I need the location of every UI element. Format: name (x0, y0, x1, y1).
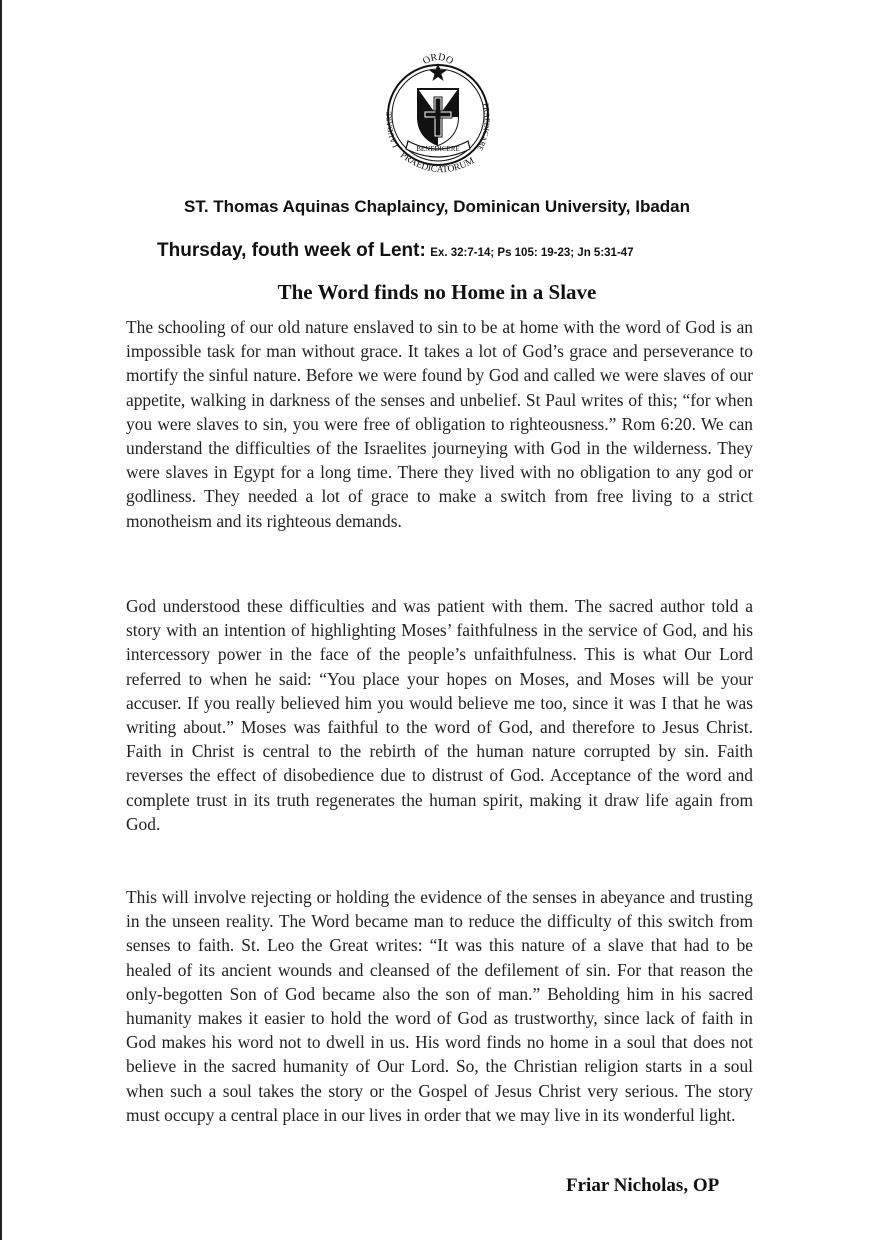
liturgical-day: Thursday, fouth week of Lent: (157, 240, 426, 261)
page-edge-rule (0, 0, 2, 1240)
emblem-motto-right: PRAEDICARE (475, 102, 492, 153)
reflection-paragraph-1: The schooling of our old nature enslaved to sin to be at home with the word of God is an impossible task for man without grace. It takes a lot of God’s grace and perseverance to mortify the sinful nature. Before we were found by God and called we were slaves of our appetite, walking in darkness of the senses and unbelief. St Paul writes of this; “for when you were slaves to sin, you were free of obligation to righteousness.” Rom 6:20. We can understand the difficulties of the Israelites journeying with God in the wilderness. They were slaves in Egypt for a long time. There they lived with no obligation to any god or godliness. They needed a lot of grace to make a switch from free living to a strict monotheism and its righteous demands. (126, 317, 753, 531)
scripture-readings: Ex. 32:7-14; Ps 105: 19-23; Jn 5:31-47 (430, 247, 634, 259)
emblem-graphic (378, 45, 498, 190)
emblem-motto-bottom: PRAEDICATORUM (398, 150, 477, 176)
emblem-motto-center: BENEDICERE (416, 145, 460, 153)
liturgical-day-line (157, 240, 634, 262)
reflection-paragraph-2: God understood these difficulties and was patient with them. The sacred author told a story with an intention of highlighting Moses’ faithfulness in the service of God, and his intercessory power in the face of the people’s unfaithfulness. This is what Our Lord referred to when he said: “You place your hopes on Moses, and Moses will be your accuser. If you really believed him you would believe me too, since it was I that he was writing about.” Moses was faithful to the word of God, and therefore to Jesus Christ. Faith in Christ is central to the rebirth of the human nature corrupted by sin. Faith reverses the effect of disobedience due to distrust of God. Acceptance of the word and complete trust in its truth regenerates the human spirit, making it draw life again from God. (126, 596, 753, 834)
chaplaincy-heading: ST. Thomas Aquinas Chaplaincy, Dominican University, Ibadan (183, 197, 690, 216)
shield-icon (418, 89, 458, 145)
dominican-order-emblem (378, 45, 498, 190)
emblem-motto-left: LAUDARE (384, 111, 400, 150)
author-signature: Friar Nicholas, OP (566, 1175, 720, 1196)
reflection-paragraph-3: This will involve rejecting or holding the evidence of the senses in abeyance and trusting in the unseen reality. The Word became man to reduce the difficulty of this switch from senses to faith. St. Leo the Great writes: “It was this nature of a slave that had to be healed of its ancient wounds and cleansed of the defilement of sin. For that reason the only-begotten Son of God became also the son of man.” Beholding him in his sacred humanity makes it easier to hold the word of God as trustworthy, since lack of faith in God makes his word not to dwell in us. His word finds no home in a soul that does not believe in the sacred humanity of Our Lord. So, the Christian religion starts in a soul when such a soul takes the story or the Gospel of Jesus Christ very serious. The story must occupy a central place in our lives in order that we may live in its wonderful light. (126, 887, 753, 1125)
emblem-motto-top: ORDO (420, 51, 456, 68)
reflection-title: The Word finds no Home in a Slave (277, 280, 597, 304)
